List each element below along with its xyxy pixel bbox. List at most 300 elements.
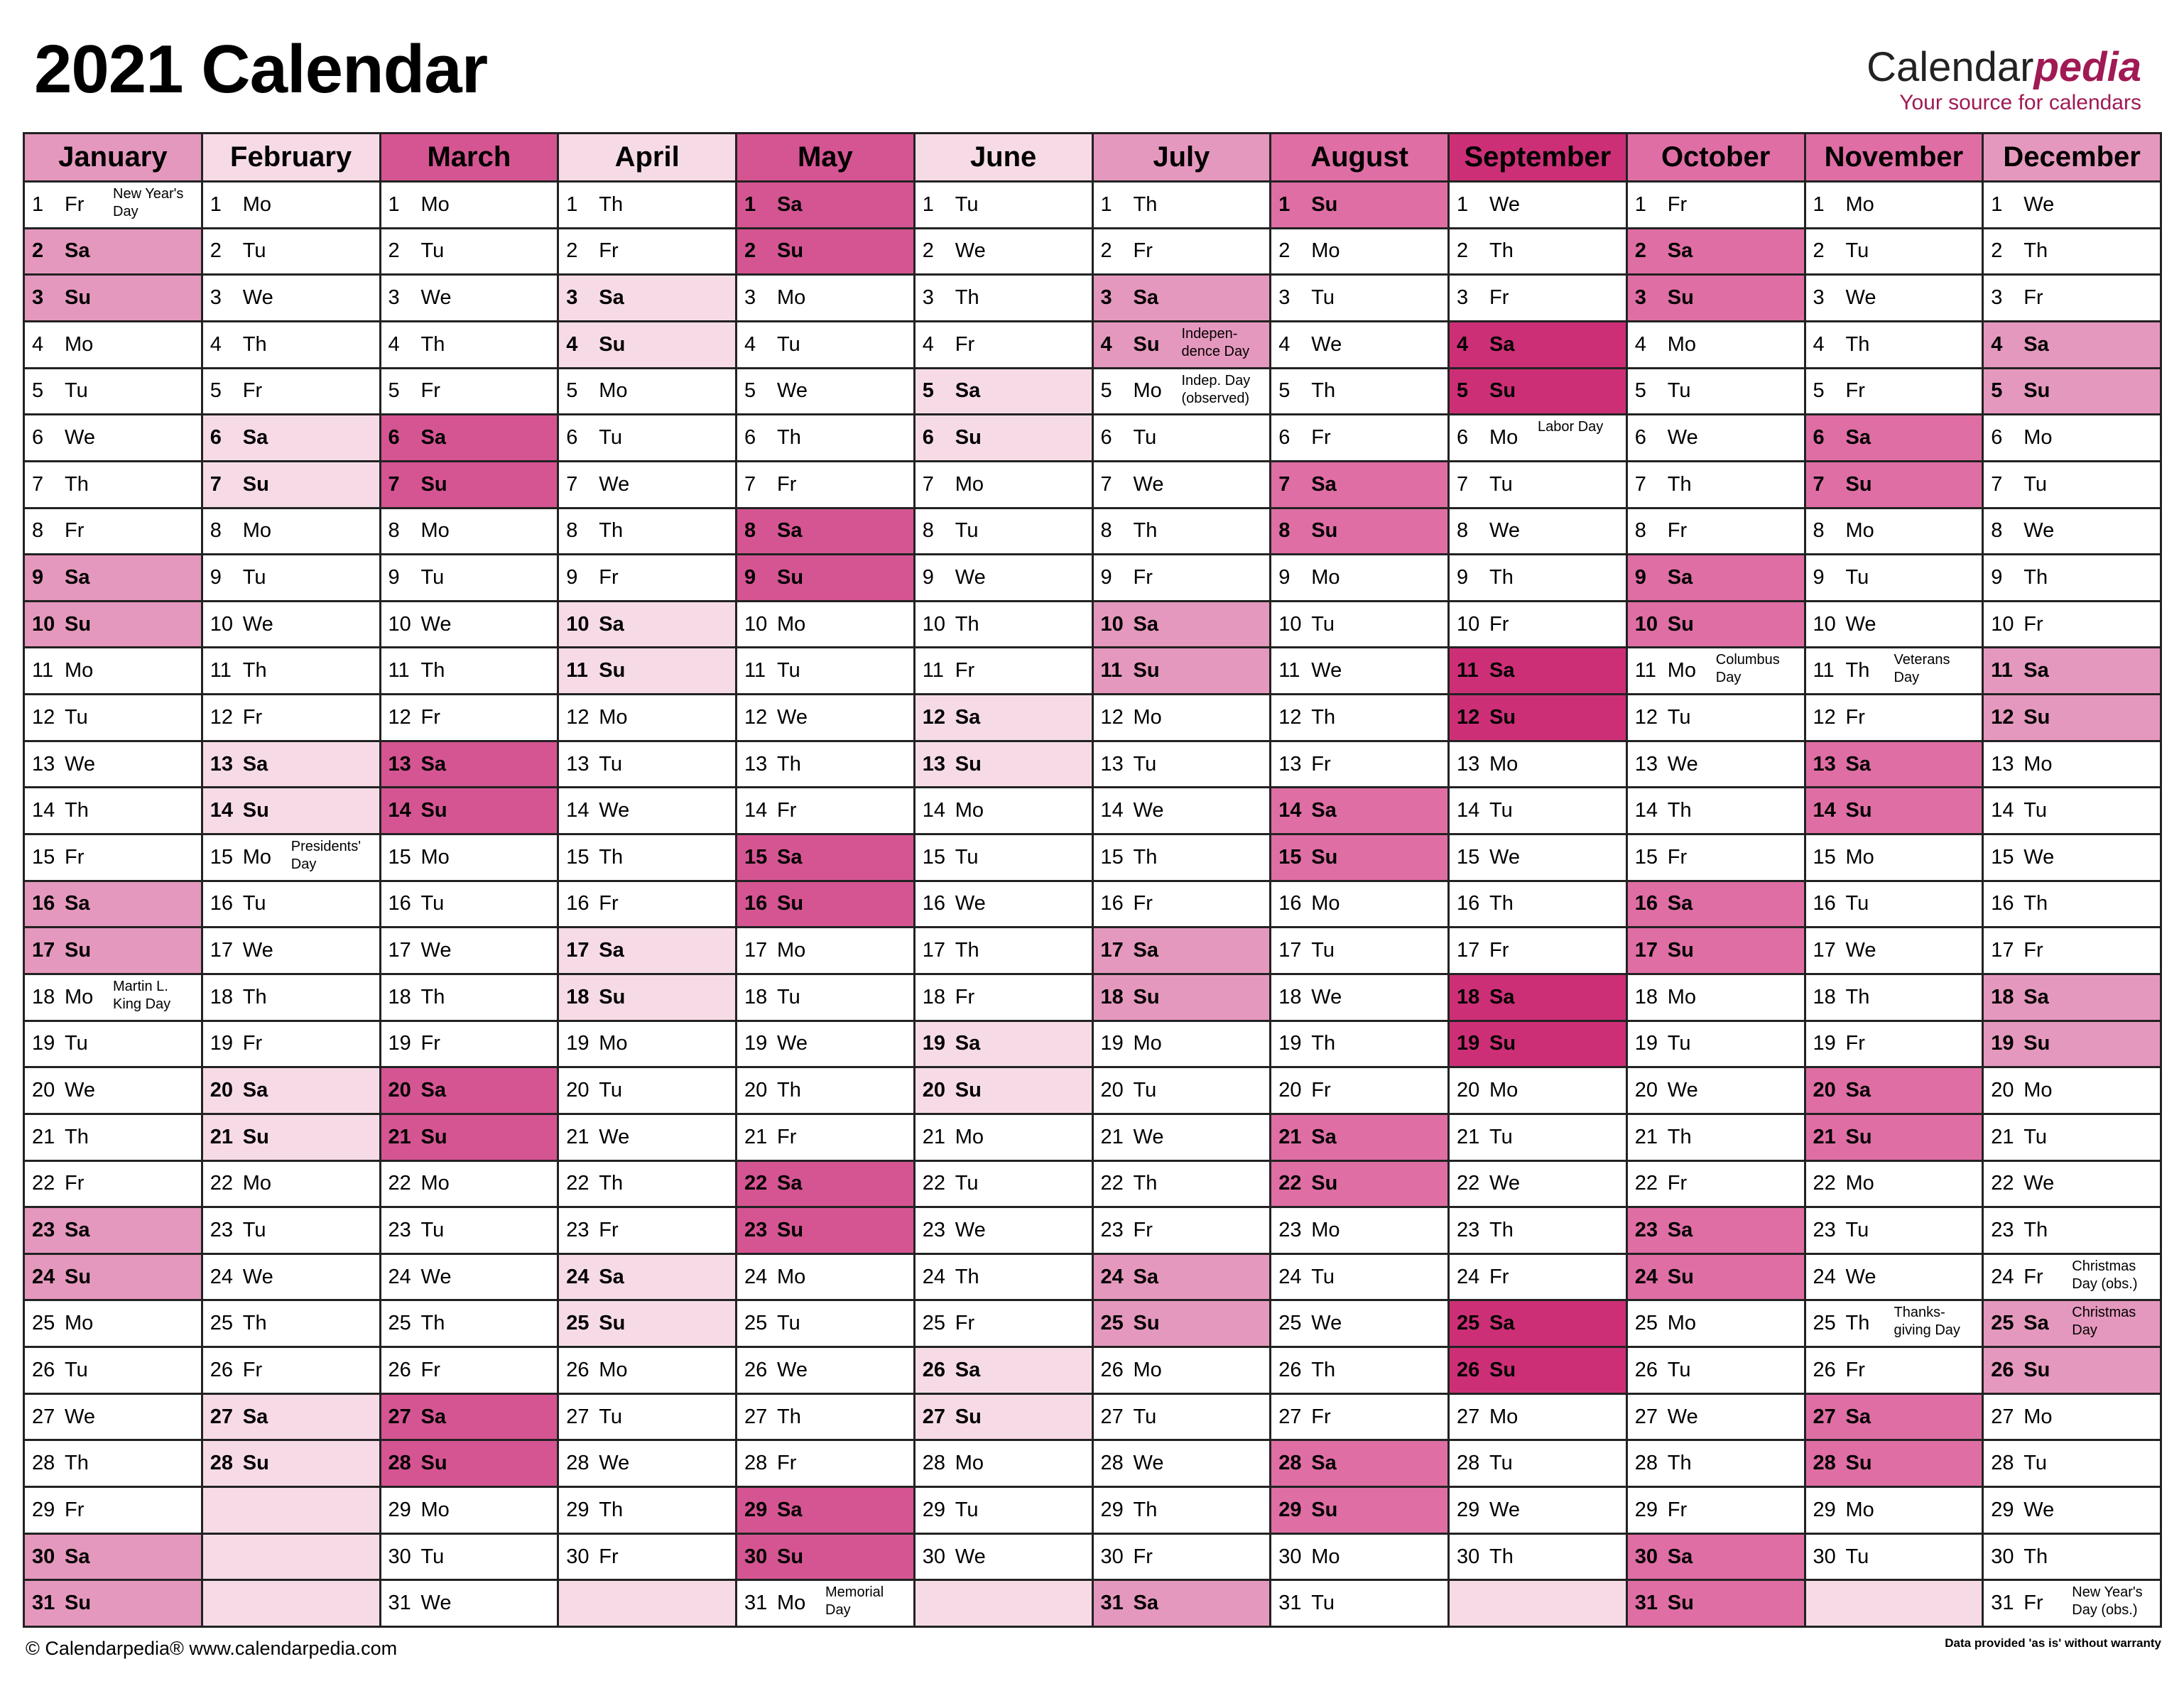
day-cell[interactable] xyxy=(1271,1488,1450,1535)
day-cell[interactable] xyxy=(1984,1488,2162,1535)
day-cell[interactable] xyxy=(916,1488,1094,1535)
day-cell[interactable] xyxy=(1094,462,1272,509)
day-cell[interactable] xyxy=(1984,1255,2162,1302)
day-cell[interactable] xyxy=(1984,415,2162,462)
day-cell[interactable] xyxy=(1271,835,1450,882)
day-cell[interactable] xyxy=(203,928,381,975)
day-cell[interactable] xyxy=(1094,1068,1272,1115)
day-cell[interactable] xyxy=(25,1208,203,1255)
day-cell[interactable] xyxy=(1806,415,1984,462)
day-cell[interactable] xyxy=(381,835,560,882)
day-cell[interactable] xyxy=(381,1115,560,1162)
day-cell[interactable] xyxy=(916,415,1094,462)
day-cell[interactable] xyxy=(1984,742,2162,789)
day-cell[interactable] xyxy=(25,1348,203,1395)
day-cell[interactable] xyxy=(1984,975,2162,1022)
day-cell[interactable] xyxy=(1984,555,2162,602)
day-cell[interactable] xyxy=(25,369,203,416)
day-cell[interactable] xyxy=(1450,1115,1628,1162)
day-cell[interactable] xyxy=(737,1395,916,1442)
day-cell[interactable] xyxy=(559,1115,737,1162)
day-cell[interactable] xyxy=(1094,1301,1272,1348)
day-cell[interactable] xyxy=(1450,835,1628,882)
day-cell[interactable] xyxy=(1628,183,1806,229)
day-cell[interactable] xyxy=(1450,1068,1628,1115)
day-cell[interactable] xyxy=(1628,788,1806,835)
day-cell[interactable] xyxy=(1806,742,1984,789)
day-cell[interactable] xyxy=(916,928,1094,975)
day-cell[interactable] xyxy=(25,742,203,789)
day-cell[interactable] xyxy=(916,742,1094,789)
day-cell[interactable] xyxy=(559,1301,737,1348)
day-cell[interactable] xyxy=(559,462,737,509)
day-cell[interactable] xyxy=(1984,276,2162,322)
day-cell[interactable] xyxy=(1806,1208,1984,1255)
day-cell[interactable] xyxy=(381,369,560,416)
day-cell[interactable] xyxy=(1271,1162,1450,1209)
day-cell[interactable] xyxy=(203,695,381,742)
day-cell[interactable] xyxy=(381,1535,560,1582)
day-cell[interactable] xyxy=(1806,1022,1984,1069)
day-cell[interactable] xyxy=(1984,1022,2162,1069)
day-cell[interactable] xyxy=(1094,1488,1272,1535)
day-cell[interactable] xyxy=(25,1395,203,1442)
day-cell[interactable] xyxy=(203,183,381,229)
day-cell[interactable] xyxy=(1806,788,1984,835)
day-cell[interactable] xyxy=(381,1255,560,1302)
day-cell[interactable] xyxy=(1271,1208,1450,1255)
day-cell[interactable] xyxy=(1271,555,1450,602)
day-cell[interactable] xyxy=(1628,1441,1806,1488)
day-cell[interactable] xyxy=(1271,322,1450,369)
day-cell[interactable] xyxy=(1628,462,1806,509)
day-cell[interactable] xyxy=(1271,602,1450,649)
day-cell[interactable] xyxy=(1984,183,2162,229)
day-cell[interactable] xyxy=(1271,1348,1450,1395)
day-cell[interactable] xyxy=(1094,928,1272,975)
day-cell[interactable] xyxy=(559,788,737,835)
day-cell[interactable] xyxy=(916,835,1094,882)
day-cell[interactable] xyxy=(1628,276,1806,322)
day-cell[interactable] xyxy=(1271,509,1450,556)
day-cell[interactable] xyxy=(916,462,1094,509)
day-cell[interactable] xyxy=(1984,788,2162,835)
day-cell[interactable] xyxy=(737,1441,916,1488)
day-cell[interactable] xyxy=(203,369,381,416)
day-cell[interactable] xyxy=(1271,369,1450,416)
day-cell[interactable] xyxy=(1094,648,1272,695)
day-cell[interactable] xyxy=(25,415,203,462)
day-cell[interactable] xyxy=(559,1348,737,1395)
day-cell[interactable] xyxy=(1984,229,2162,276)
day-cell[interactable] xyxy=(559,229,737,276)
day-cell[interactable] xyxy=(25,1488,203,1535)
day-cell[interactable] xyxy=(1094,975,1272,1022)
day-cell[interactable] xyxy=(203,1068,381,1115)
day-cell[interactable] xyxy=(916,369,1094,416)
day-cell[interactable] xyxy=(1806,1301,1984,1348)
day-cell[interactable] xyxy=(25,322,203,369)
day-cell[interactable] xyxy=(916,276,1094,322)
day-cell[interactable] xyxy=(559,1162,737,1209)
day-cell[interactable] xyxy=(737,1488,916,1535)
day-cell[interactable] xyxy=(381,695,560,742)
day-cell[interactable] xyxy=(1271,1301,1450,1348)
day-cell[interactable] xyxy=(203,462,381,509)
day-cell[interactable] xyxy=(203,1162,381,1209)
day-cell[interactable] xyxy=(1450,648,1628,695)
day-cell[interactable] xyxy=(381,648,560,695)
day-cell[interactable] xyxy=(737,276,916,322)
day-cell[interactable] xyxy=(203,1208,381,1255)
day-cell[interactable] xyxy=(1450,1441,1628,1488)
day-cell[interactable] xyxy=(1984,509,2162,556)
day-cell[interactable] xyxy=(381,1348,560,1395)
day-cell[interactable] xyxy=(25,788,203,835)
day-cell[interactable] xyxy=(559,602,737,649)
day-cell[interactable] xyxy=(916,322,1094,369)
day-cell[interactable] xyxy=(203,1348,381,1395)
day-cell[interactable] xyxy=(1094,1022,1272,1069)
day-cell[interactable] xyxy=(1806,1255,1984,1302)
day-cell[interactable] xyxy=(1628,695,1806,742)
day-cell[interactable] xyxy=(25,1068,203,1115)
day-cell[interactable] xyxy=(25,1022,203,1069)
day-cell[interactable] xyxy=(559,555,737,602)
day-cell[interactable] xyxy=(25,1441,203,1488)
day-cell[interactable] xyxy=(1628,742,1806,789)
day-cell[interactable] xyxy=(1450,369,1628,416)
day-cell[interactable] xyxy=(916,1395,1094,1442)
day-cell[interactable] xyxy=(1450,695,1628,742)
day-cell[interactable] xyxy=(203,882,381,929)
day-cell[interactable] xyxy=(1628,1301,1806,1348)
day-cell[interactable] xyxy=(1450,788,1628,835)
day-cell[interactable] xyxy=(1450,183,1628,229)
day-cell[interactable] xyxy=(559,928,737,975)
day-cell[interactable] xyxy=(1094,695,1272,742)
day-cell[interactable] xyxy=(1806,229,1984,276)
day-cell[interactable] xyxy=(916,1441,1094,1488)
day-cell[interactable] xyxy=(1271,928,1450,975)
day-cell[interactable] xyxy=(1806,835,1984,882)
day-cell[interactable] xyxy=(916,882,1094,929)
day-cell[interactable] xyxy=(25,975,203,1022)
day-cell[interactable] xyxy=(203,276,381,322)
day-cell[interactable] xyxy=(1806,369,1984,416)
day-cell[interactable] xyxy=(1806,1488,1984,1535)
day-cell[interactable] xyxy=(381,1301,560,1348)
day-cell[interactable] xyxy=(203,835,381,882)
day-cell[interactable] xyxy=(1094,1441,1272,1488)
day-cell[interactable] xyxy=(1984,369,2162,416)
day-cell[interactable] xyxy=(1806,276,1984,322)
day-cell[interactable] xyxy=(1806,975,1984,1022)
day-cell[interactable] xyxy=(25,882,203,929)
day-cell[interactable] xyxy=(1450,1162,1628,1209)
day-cell[interactable] xyxy=(1628,1348,1806,1395)
day-cell[interactable] xyxy=(737,602,916,649)
day-cell[interactable] xyxy=(381,1068,560,1115)
day-cell[interactable] xyxy=(1806,695,1984,742)
day-cell[interactable] xyxy=(916,602,1094,649)
day-cell[interactable] xyxy=(737,742,916,789)
day-cell[interactable] xyxy=(916,555,1094,602)
day-cell[interactable] xyxy=(916,1348,1094,1395)
day-cell[interactable] xyxy=(737,788,916,835)
day-cell[interactable] xyxy=(916,975,1094,1022)
day-cell[interactable] xyxy=(203,1255,381,1302)
day-cell[interactable] xyxy=(559,1255,737,1302)
day-cell[interactable] xyxy=(381,276,560,322)
day-cell[interactable] xyxy=(1984,462,2162,509)
day-cell[interactable] xyxy=(381,1162,560,1209)
day-cell[interactable] xyxy=(1271,695,1450,742)
day-cell[interactable] xyxy=(1984,1115,2162,1162)
day-cell[interactable] xyxy=(1450,1208,1628,1255)
day-cell[interactable] xyxy=(1094,1395,1272,1442)
day-cell[interactable] xyxy=(1271,742,1450,789)
day-cell[interactable] xyxy=(1806,602,1984,649)
day-cell[interactable] xyxy=(381,928,560,975)
day-cell[interactable] xyxy=(1628,1255,1806,1302)
day-cell[interactable] xyxy=(1984,1581,2162,1628)
day-cell[interactable] xyxy=(1806,1441,1984,1488)
day-cell[interactable] xyxy=(1806,322,1984,369)
day-cell[interactable] xyxy=(1628,648,1806,695)
day-cell[interactable] xyxy=(1806,555,1984,602)
day-cell[interactable] xyxy=(1271,1115,1450,1162)
day-cell[interactable] xyxy=(559,1535,737,1582)
day-cell[interactable] xyxy=(1450,1022,1628,1069)
day-cell[interactable] xyxy=(737,415,916,462)
day-cell[interactable] xyxy=(1628,1115,1806,1162)
day-cell[interactable] xyxy=(1271,1068,1450,1115)
day-cell[interactable] xyxy=(1628,229,1806,276)
day-cell[interactable] xyxy=(1984,1535,2162,1582)
day-cell[interactable] xyxy=(1628,555,1806,602)
day-cell[interactable] xyxy=(737,1255,916,1302)
day-cell[interactable] xyxy=(737,1301,916,1348)
day-cell[interactable] xyxy=(1271,882,1450,929)
day-cell[interactable] xyxy=(737,835,916,882)
day-cell[interactable] xyxy=(559,1395,737,1442)
day-cell[interactable] xyxy=(25,1581,203,1628)
day-cell[interactable] xyxy=(559,1488,737,1535)
day-cell[interactable] xyxy=(916,183,1094,229)
day-cell[interactable] xyxy=(1450,229,1628,276)
day-cell[interactable] xyxy=(1094,369,1272,416)
day-cell[interactable] xyxy=(203,415,381,462)
day-cell[interactable] xyxy=(737,882,916,929)
day-cell[interactable] xyxy=(559,1068,737,1115)
day-cell[interactable] xyxy=(1984,695,2162,742)
day-cell[interactable] xyxy=(1628,928,1806,975)
day-cell[interactable] xyxy=(737,695,916,742)
day-cell[interactable] xyxy=(1450,882,1628,929)
day-cell[interactable] xyxy=(559,369,737,416)
day-cell[interactable] xyxy=(737,975,916,1022)
day-cell[interactable] xyxy=(1271,648,1450,695)
day-cell[interactable] xyxy=(1271,183,1450,229)
day-cell[interactable] xyxy=(1450,1488,1628,1535)
day-cell[interactable] xyxy=(1628,602,1806,649)
day-cell[interactable] xyxy=(916,1162,1094,1209)
day-cell[interactable] xyxy=(1450,276,1628,322)
day-cell[interactable] xyxy=(381,882,560,929)
day-cell[interactable] xyxy=(737,1022,916,1069)
day-cell[interactable] xyxy=(203,788,381,835)
day-cell[interactable] xyxy=(381,1581,560,1628)
day-cell[interactable] xyxy=(1628,509,1806,556)
day-cell[interactable] xyxy=(203,742,381,789)
day-cell[interactable] xyxy=(1271,1535,1450,1582)
day-cell[interactable] xyxy=(1450,975,1628,1022)
day-cell[interactable] xyxy=(737,1162,916,1209)
day-cell[interactable] xyxy=(1094,1255,1272,1302)
day-cell[interactable] xyxy=(1628,1022,1806,1069)
day-cell[interactable] xyxy=(381,509,560,556)
day-cell[interactable] xyxy=(1271,975,1450,1022)
day-cell[interactable] xyxy=(737,322,916,369)
day-cell[interactable] xyxy=(1450,415,1628,462)
day-cell[interactable] xyxy=(1094,509,1272,556)
day-cell[interactable] xyxy=(1628,1535,1806,1582)
day-cell[interactable] xyxy=(25,648,203,695)
day-cell[interactable] xyxy=(1806,1068,1984,1115)
day-cell[interactable] xyxy=(1094,183,1272,229)
day-cell[interactable] xyxy=(25,1255,203,1302)
day-cell[interactable] xyxy=(559,322,737,369)
day-cell[interactable] xyxy=(1806,882,1984,929)
day-cell[interactable] xyxy=(25,462,203,509)
day-cell[interactable] xyxy=(1984,1208,2162,1255)
day-cell[interactable] xyxy=(916,509,1094,556)
day-cell[interactable] xyxy=(1628,1581,1806,1628)
day-cell[interactable] xyxy=(25,1162,203,1209)
day-cell[interactable] xyxy=(559,835,737,882)
day-cell[interactable] xyxy=(25,695,203,742)
day-cell[interactable] xyxy=(1984,1348,2162,1395)
day-cell[interactable] xyxy=(1984,322,2162,369)
day-cell[interactable] xyxy=(381,322,560,369)
day-cell[interactable] xyxy=(916,1022,1094,1069)
day-cell[interactable] xyxy=(25,928,203,975)
day-cell[interactable] xyxy=(1094,1535,1272,1582)
day-cell[interactable] xyxy=(916,1255,1094,1302)
day-cell[interactable] xyxy=(559,882,737,929)
day-cell[interactable] xyxy=(737,1068,916,1115)
day-cell[interactable] xyxy=(1271,788,1450,835)
day-cell[interactable] xyxy=(559,648,737,695)
day-cell[interactable] xyxy=(1450,928,1628,975)
day-cell[interactable] xyxy=(381,1022,560,1069)
day-cell[interactable] xyxy=(1628,835,1806,882)
day-cell[interactable] xyxy=(203,229,381,276)
day-cell[interactable] xyxy=(1806,462,1984,509)
day-cell[interactable] xyxy=(1271,1581,1450,1628)
day-cell[interactable] xyxy=(381,183,560,229)
day-cell[interactable] xyxy=(1094,835,1272,882)
day-cell[interactable] xyxy=(1984,928,2162,975)
day-cell[interactable] xyxy=(737,1115,916,1162)
day-cell[interactable] xyxy=(1450,555,1628,602)
day-cell[interactable] xyxy=(1984,1301,2162,1348)
day-cell[interactable] xyxy=(203,509,381,556)
day-cell[interactable] xyxy=(1984,1162,2162,1209)
day-cell[interactable] xyxy=(1806,183,1984,229)
day-cell[interactable] xyxy=(1628,1068,1806,1115)
day-cell[interactable] xyxy=(737,509,916,556)
day-cell[interactable] xyxy=(1094,1162,1272,1209)
day-cell[interactable] xyxy=(1806,509,1984,556)
day-cell[interactable] xyxy=(1271,1395,1450,1442)
day-cell[interactable] xyxy=(1628,975,1806,1022)
day-cell[interactable] xyxy=(1450,1348,1628,1395)
day-cell[interactable] xyxy=(737,1208,916,1255)
day-cell[interactable] xyxy=(1094,322,1272,369)
day-cell[interactable] xyxy=(737,183,916,229)
day-cell[interactable] xyxy=(1271,1022,1450,1069)
day-cell[interactable] xyxy=(203,648,381,695)
day-cell[interactable] xyxy=(1094,1348,1272,1395)
day-cell[interactable] xyxy=(916,788,1094,835)
brand-logo[interactable] xyxy=(1867,44,2141,115)
day-cell[interactable] xyxy=(1094,602,1272,649)
day-cell[interactable] xyxy=(1984,882,2162,929)
day-cell[interactable] xyxy=(381,555,560,602)
day-cell[interactable] xyxy=(737,229,916,276)
day-cell[interactable] xyxy=(381,975,560,1022)
day-cell[interactable] xyxy=(916,229,1094,276)
day-cell[interactable] xyxy=(916,1068,1094,1115)
day-cell[interactable] xyxy=(203,322,381,369)
day-cell[interactable] xyxy=(1094,882,1272,929)
day-cell[interactable] xyxy=(381,1208,560,1255)
day-cell[interactable] xyxy=(559,415,737,462)
day-cell[interactable] xyxy=(737,555,916,602)
day-cell[interactable] xyxy=(25,229,203,276)
day-cell[interactable] xyxy=(25,1115,203,1162)
day-cell[interactable] xyxy=(25,1535,203,1582)
day-cell[interactable] xyxy=(381,1488,560,1535)
day-cell[interactable] xyxy=(559,1208,737,1255)
day-cell[interactable] xyxy=(203,1115,381,1162)
day-cell[interactable] xyxy=(203,1395,381,1442)
day-cell[interactable] xyxy=(1984,835,2162,882)
day-cell[interactable] xyxy=(381,415,560,462)
day-cell[interactable] xyxy=(916,1115,1094,1162)
day-cell[interactable] xyxy=(916,1535,1094,1582)
day-cell[interactable] xyxy=(916,1208,1094,1255)
day-cell[interactable] xyxy=(1628,369,1806,416)
day-cell[interactable] xyxy=(203,555,381,602)
day-cell[interactable] xyxy=(1271,415,1450,462)
day-cell[interactable] xyxy=(1984,1395,2162,1442)
day-cell[interactable] xyxy=(916,695,1094,742)
day-cell[interactable] xyxy=(203,975,381,1022)
day-cell[interactable] xyxy=(1628,415,1806,462)
day-cell[interactable] xyxy=(25,555,203,602)
day-cell[interactable] xyxy=(559,509,737,556)
day-cell[interactable] xyxy=(1450,1395,1628,1442)
day-cell[interactable] xyxy=(1806,1115,1984,1162)
day-cell[interactable] xyxy=(25,183,203,229)
day-cell[interactable] xyxy=(25,835,203,882)
day-cell[interactable] xyxy=(381,742,560,789)
day-cell[interactable] xyxy=(1094,415,1272,462)
day-cell[interactable] xyxy=(559,183,737,229)
